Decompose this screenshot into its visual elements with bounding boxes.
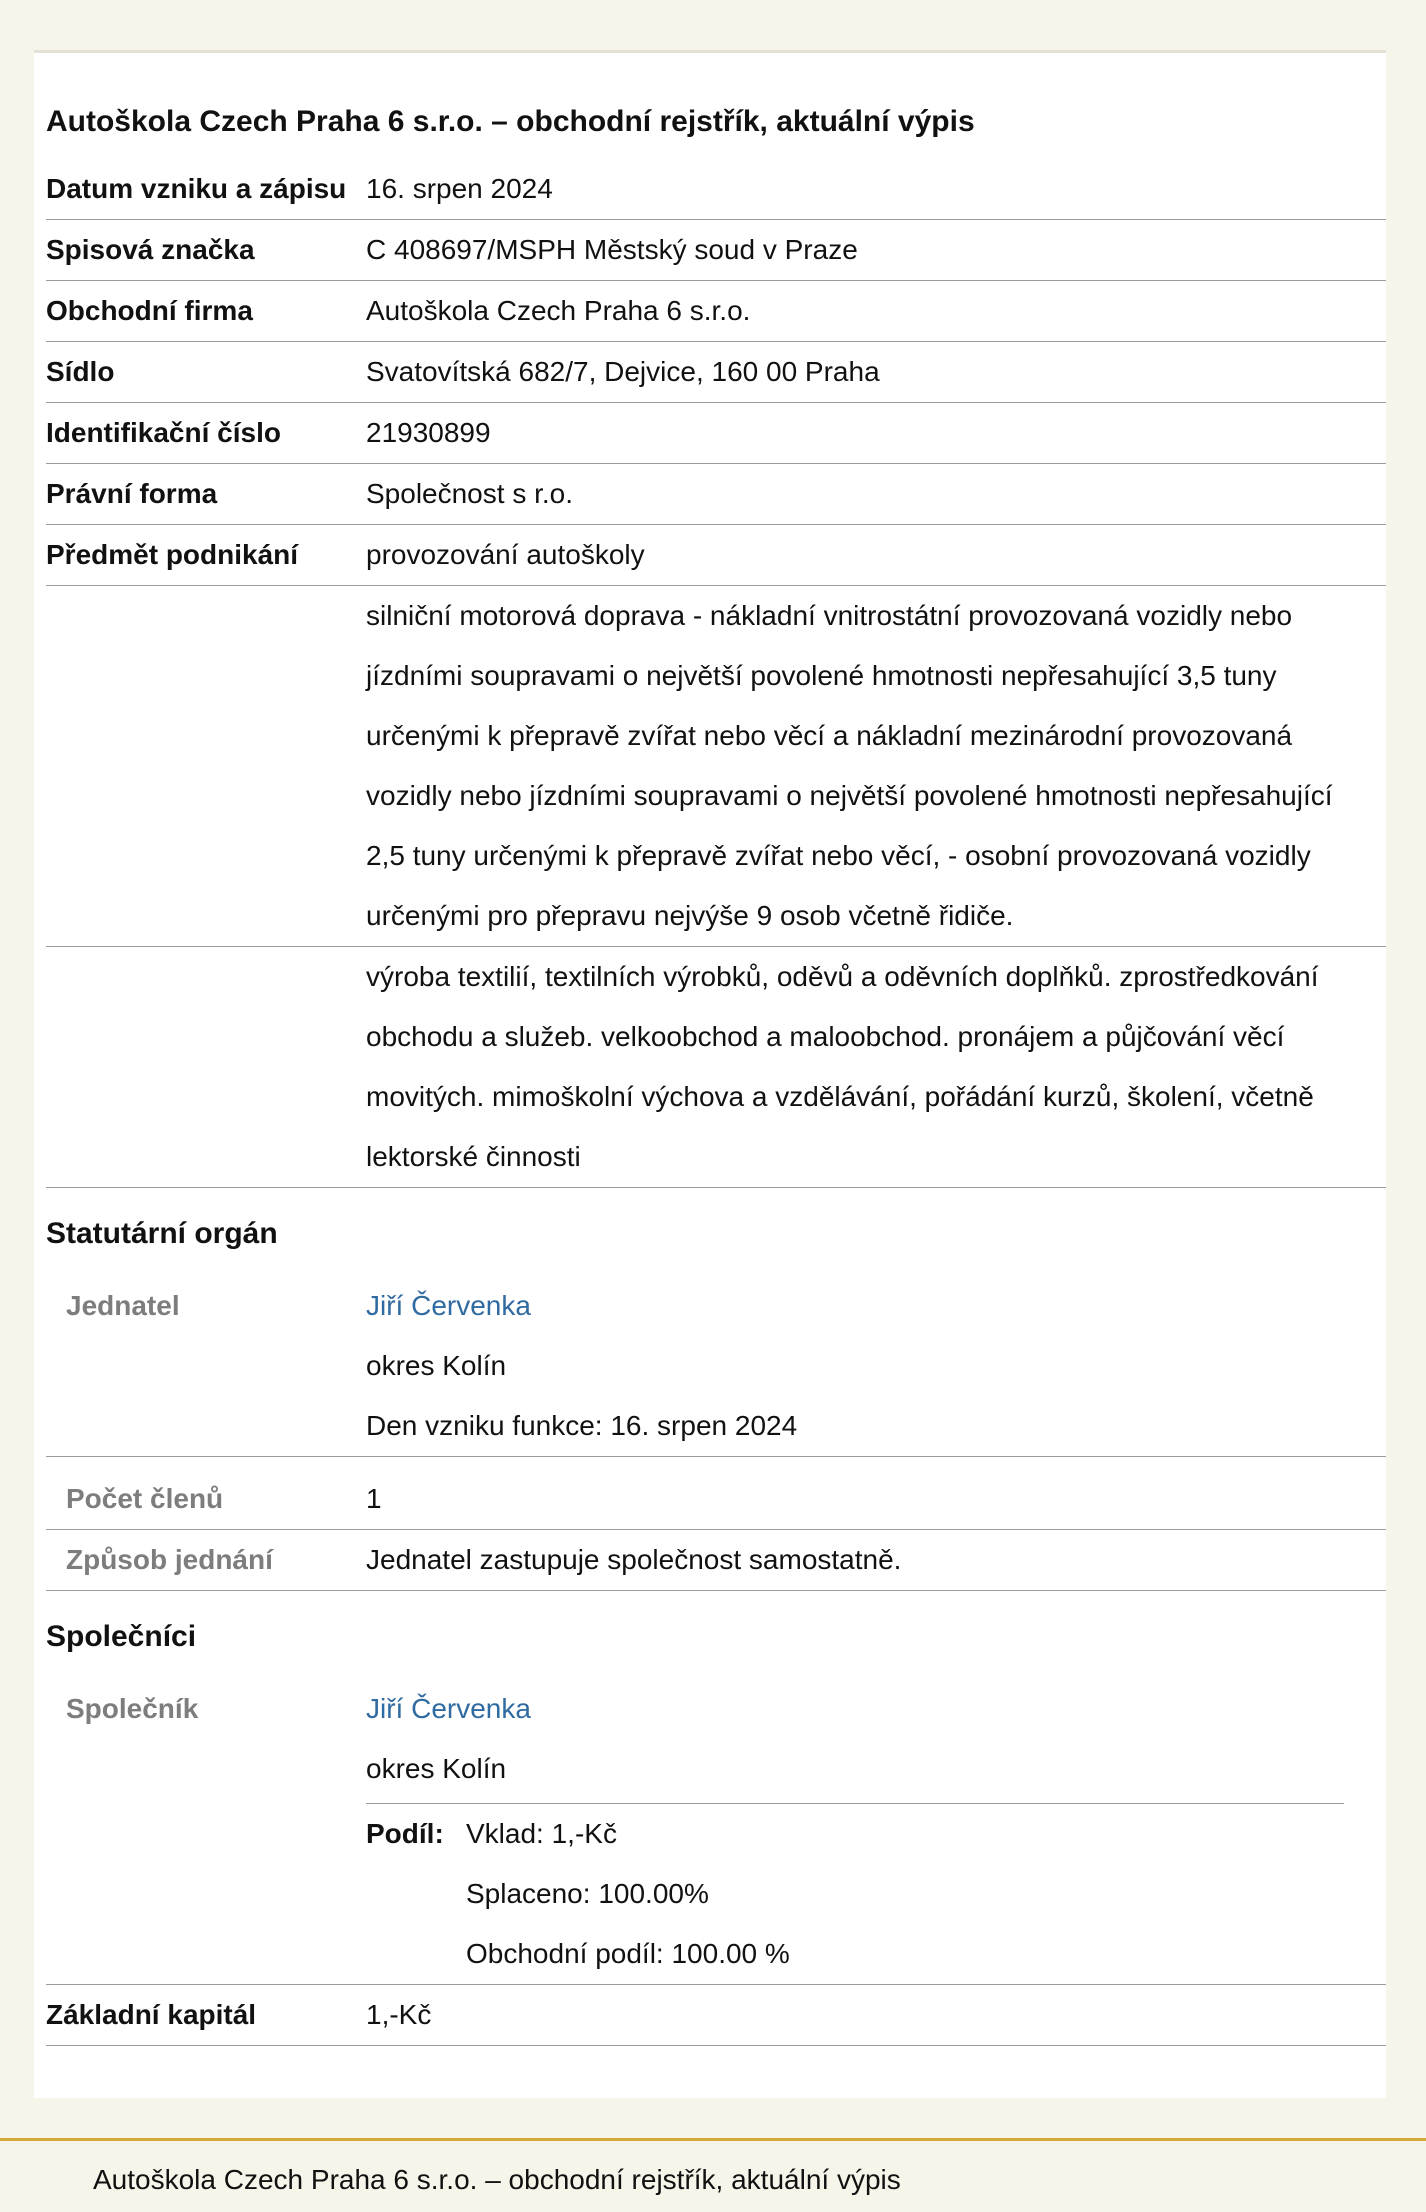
label-sidlo: Sídlo bbox=[46, 356, 115, 387]
label-empty bbox=[46, 947, 366, 1187]
section-heading-statutarni-organ: Statutární orgán bbox=[46, 1217, 278, 1250]
value-pravni-forma: Společnost s r.o. bbox=[366, 478, 574, 509]
row-pocet-clenu bbox=[46, 1469, 1386, 1530]
podil-box bbox=[366, 1803, 1344, 1984]
jednatel-function-start: Den vzniku funkce: 16. srpen 2024 bbox=[366, 1410, 798, 1441]
value-datum-vzniku: 16. srpen 2024 bbox=[366, 173, 553, 204]
label-empty bbox=[46, 586, 366, 946]
footer-title: Autoškola Czech Praha 6 s.r.o. – obchodní rejstřík, aktuální výpis bbox=[93, 2164, 901, 2195]
label-spolecnik: Společník bbox=[66, 1693, 199, 1724]
row-predmet-podnikani-3 bbox=[46, 947, 1386, 1188]
page-title: Autoškola Czech Praha 6 s.r.o. – obchodní rejstřík, aktuální výpis bbox=[46, 105, 975, 138]
label-datum-vzniku: Datum vzniku a zápisu bbox=[46, 173, 347, 204]
label-pravni-forma: Právní forma bbox=[46, 478, 218, 509]
value-pocet-clenu: 1 bbox=[366, 1483, 382, 1514]
registry-content bbox=[46, 95, 1386, 2046]
row-spisova-znacka bbox=[46, 220, 1386, 281]
label-obchodni-firma: Obchodní firma bbox=[46, 295, 253, 326]
value-ico: 21930899 bbox=[366, 417, 491, 448]
value-zpusob-jednani: Jednatel zastupuje společnost samostatně. bbox=[366, 1544, 902, 1575]
jednatel-name-link[interactable]: Jiří Červenka bbox=[366, 1290, 531, 1321]
value-sidlo: Svatovítská 682/7, Dejvice, 160 00 Praha bbox=[366, 356, 880, 387]
spolecnik-details bbox=[366, 1679, 1386, 1984]
label-predmet-podnikani: Předmět podnikání bbox=[46, 539, 299, 570]
row-predmet-podnikani-2 bbox=[46, 586, 1386, 947]
label-zpusob-jednani: Způsob jednání bbox=[66, 1544, 273, 1575]
row-datum-vzniku bbox=[46, 159, 1386, 220]
podil-splaceno: Splaceno: 100.00% bbox=[466, 1878, 709, 1909]
jednatel-details bbox=[366, 1276, 1386, 1456]
spolecnik-district: okres Kolín bbox=[366, 1753, 507, 1784]
podil-vklad: Vklad: 1,-Kč bbox=[466, 1818, 617, 1849]
podil-label: Podíl: bbox=[366, 1818, 444, 1849]
row-zakladni-kapital bbox=[46, 1985, 1386, 2046]
label-pocet-clenu: Počet členů bbox=[66, 1483, 224, 1514]
row-spolecnik bbox=[46, 1679, 1386, 1985]
predmet-item: provozování autoškoly bbox=[366, 539, 645, 570]
spolecnik-name-link[interactable]: Jiří Červenka bbox=[366, 1693, 531, 1724]
label-ico: Identifikační číslo bbox=[46, 417, 281, 448]
footer-divider bbox=[0, 2138, 1426, 2141]
podil-obchodni-podil: Obchodní podíl: 100.00 % bbox=[466, 1938, 790, 1969]
value-obchodni-firma: Autoškola Czech Praha 6 s.r.o. bbox=[366, 295, 751, 326]
row-predmet-podnikani-1 bbox=[46, 525, 1386, 586]
predmet-item: silniční motorová doprava - nákladní vnitrostátní provozovaná vozidly nebo jízdními soupravami o největší povolené hmotnosti nepřesahující 3,5 tuny určenými k přepravě zvířat nebo věcí a nákladní mezinárodní provozovaná vozidly nebo jízdními soupravami o největší povolené hmotnosti nepřesahující 2,5 tuny určenými k přepravě zvířat nebo věcí, - osobní provozovaná vozidly určenými pro přepravu nejvýše 9 osob včetně řidiče. bbox=[366, 600, 1333, 931]
predmet-item: výroba textilií, textilních výrobků, oděvů a oděvních doplňků. zprostředkování obchodu a služeb. velkoobchod a maloobchod. pronájem a půjčování věcí movitých. mimoškolní výchova a vzdělávání, pořádání kurzů, školení, včetně lektorské činnosti bbox=[366, 961, 1319, 1172]
label-spisova-znacka: Spisová značka bbox=[46, 234, 255, 265]
podil-values bbox=[466, 1804, 1344, 1984]
row-ico bbox=[46, 403, 1386, 464]
row-sidlo bbox=[46, 342, 1386, 403]
label-jednatel: Jednatel bbox=[66, 1290, 180, 1321]
registry-card bbox=[34, 50, 1386, 2098]
row-obchodni-firma bbox=[46, 281, 1386, 342]
row-zpusob-jednani bbox=[46, 1530, 1386, 1591]
label-zakladni-kapital: Základní kapitál bbox=[46, 1999, 257, 2030]
value-spisova-znacka: C 408697/MSPH Městský soud v Praze bbox=[366, 234, 858, 265]
jednatel-district: okres Kolín bbox=[366, 1350, 507, 1381]
section-heading-spolecnici: Společníci bbox=[46, 1620, 197, 1653]
value-zakladni-kapital: 1,-Kč bbox=[366, 1999, 432, 2030]
row-jednatel bbox=[46, 1276, 1386, 1457]
row-pravni-forma bbox=[46, 464, 1386, 525]
